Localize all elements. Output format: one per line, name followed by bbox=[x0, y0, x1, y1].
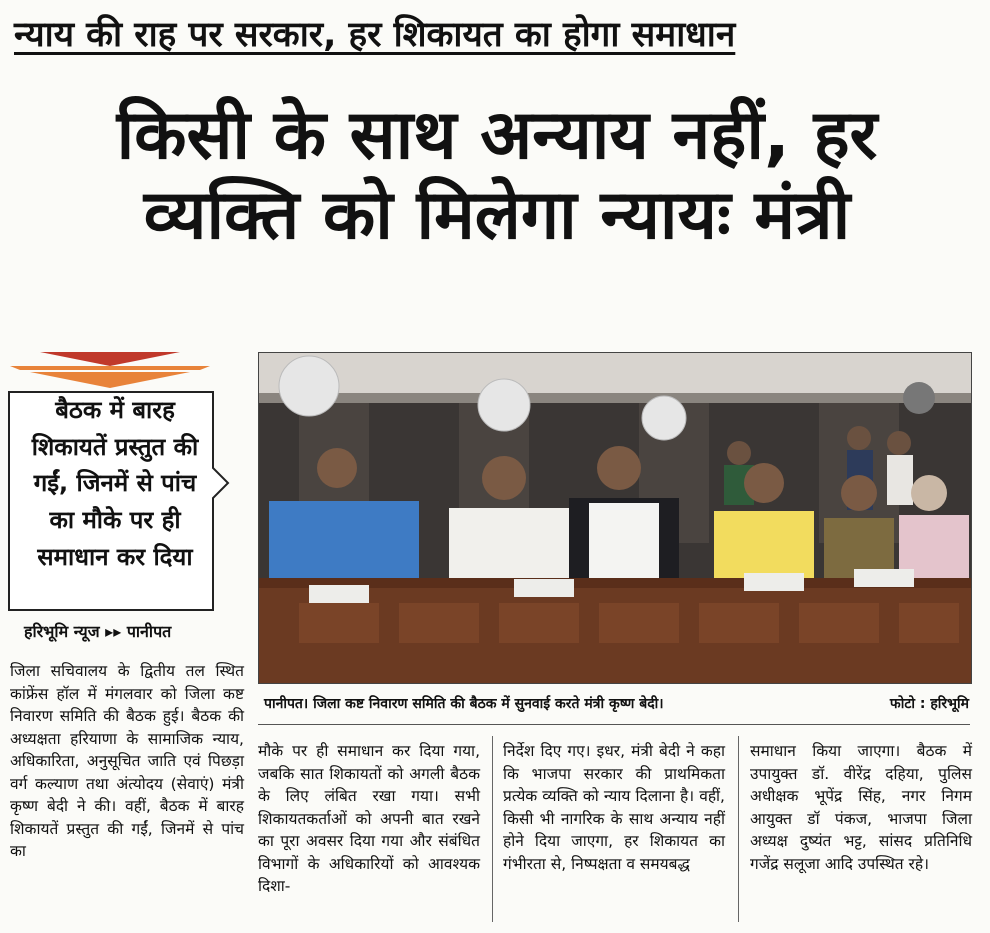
byline-place: पानीपत bbox=[126, 622, 172, 641]
column-divider bbox=[738, 736, 739, 922]
article-column-4: समाधान किया जाएगा। बैठक में उपायुक्त डॉ. वीरेंद्र दहिया, पुलिस अधीक्षक भूपेंद्र सिंह, नगर निगम आयुक्त डॉ पंकज, भाजपा जिला अध्यक्ष दुष्यंत भट्ट, सांसद प्रतिनिधि गजेंद्र सलूजा आदि उपस्थित रहे। bbox=[750, 742, 972, 873]
byline-source: हरिभूमि न्यूज bbox=[24, 622, 100, 641]
byline bbox=[24, 620, 234, 642]
callout-text: बैठक में बारह शिकायतें प्रस्तुत की गईं, जिनमें से पांच का मौके पर ही समाधान कर दिया bbox=[31, 396, 199, 571]
decorative-chevron bbox=[10, 352, 210, 388]
article-column-1: जिला सचिवालय के द्वितीय तल स्थित कांफ्रेंस हॉल में मंगलवार को जिला कष्ट निवारण समिति की बैठक हुई। बैठक की अध्यक्षता हरियाणा के सामाजिक न्याय, अधिकारिता, अनुसूचित जाति एवं पिछड़ा वर्ग कल्याण तथा अंत्योदय (सेवाएं) मंत्री कृष्ण बेदी ने की। वहीं, बैठक में बारह शिकायतें प्रस्तुत की गईं, जिनमें से पांच का bbox=[10, 662, 244, 860]
column-divider bbox=[492, 736, 493, 922]
article-column-2: मौके पर ही समाधान कर दिया गया, जबकि सात शिकायतों को अगली बैठक के लिए लंबित रखा गया। सभी शिकायतकर्ताओं को अपनी बात रखने का पूरा अवसर दिया गया और संबंधित विभागों के अधिकारियों को आवश्यक दिशा- bbox=[258, 742, 480, 895]
photo-credit: फोटो : हरिभूमि bbox=[889, 696, 969, 712]
article-column-3: निर्देश दिए गए। इधर, मंत्री बेदी ने कहा कि भाजपा सरकार की प्राथमिकता प्रत्येक व्यक्ति को न्याय दिलाना है। वहीं, किसी भी नागरिक के साथ अन्याय नहीं होने दिया जाएगा, हर शिकायत का गंभीरता से, निष्पक्षता व समयबद्ध bbox=[503, 742, 725, 873]
headline-line-1: किसी के साथ अन्याय नहीं, हर bbox=[116, 96, 878, 175]
meeting-photo bbox=[258, 352, 972, 684]
photo-caption bbox=[264, 694, 969, 713]
caption-rule bbox=[258, 724, 970, 725]
byline-arrows: ▸▸ bbox=[105, 622, 122, 641]
main-headline bbox=[22, 96, 972, 256]
caption-text: पानीपत। जिला कष्ट निवारण समिति की बैठक में सुनवाई करते मंत्री कृष्ण बेदी। bbox=[264, 696, 664, 712]
headline-line-2: व्यक्ति को मिलेगा न्यायः मंत्री bbox=[143, 176, 851, 256]
kicker-headline: न्याय की राह पर सरकार, हर शिकायत का होगा समाधान bbox=[14, 15, 736, 55]
